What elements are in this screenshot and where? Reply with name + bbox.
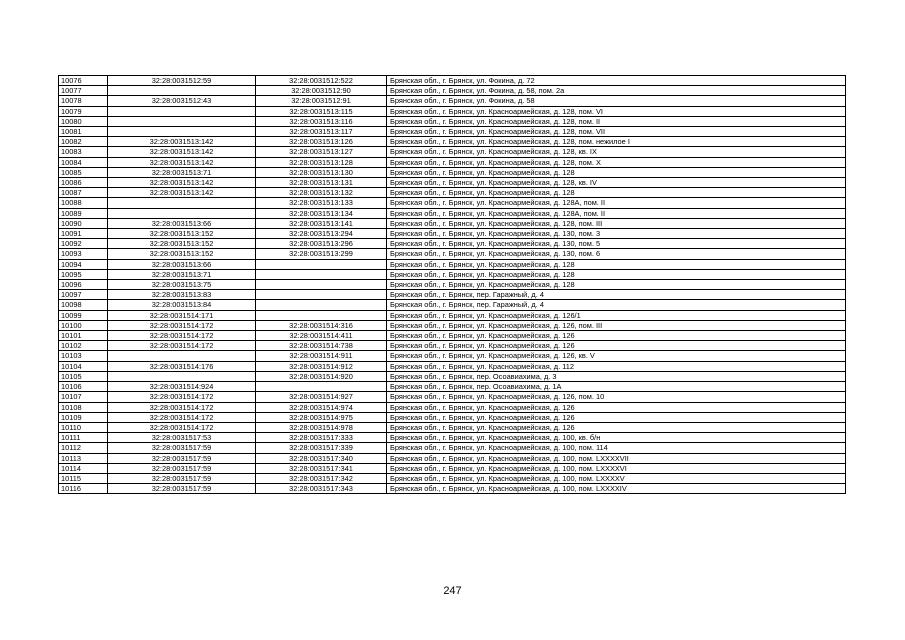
parent-cadastral-number-cell [108,198,256,208]
cadastral-number-cell: 32:28:0031514:974 [256,402,387,412]
table-row [59,137,846,147]
parent-cadastral-number-cell: 32:28:0031513:75 [108,280,256,290]
cadastral-number-cell: 32:28:0031513:131 [256,178,387,188]
table-row [59,229,846,239]
table-row [59,310,846,320]
page-number: 247 [443,585,462,597]
address-cell: Брянская обл., г. Брянск, ул. Красноармейская, д. 126, пом. III [387,320,846,330]
table-row [59,86,846,96]
table-row [59,127,846,137]
cadastral-number-cell: 32:28:0031513:128 [256,157,387,167]
address-cell: Брянская обл., г. Брянск, ул. Красноармейская, д. 128, кв. IX [387,147,846,157]
table-row [59,412,846,422]
parent-cadastral-number-cell: 32:28:0031513:152 [108,239,256,249]
address-cell: Брянская обл., г. Брянск, ул. Красноармейская, д. 126 [387,422,846,432]
table-row [59,300,846,310]
row-number-cell: 10114 [59,463,108,473]
row-number-cell: 10093 [59,249,108,259]
table-row [59,167,846,177]
cadastral-number-cell: 32:28:0031513:117 [256,127,387,137]
table-row [59,259,846,269]
address-cell: Брянская обл., г. Брянск, ул. Красноармейская, д. 128 [387,188,846,198]
row-number-cell: 10106 [59,382,108,392]
row-number-cell: 10096 [59,280,108,290]
row-number-cell: 10115 [59,473,108,483]
table-row [59,361,846,371]
cadastral-number-cell: 32:28:0031513:127 [256,147,387,157]
address-cell: Брянская обл., г. Брянск, ул. Красноармейская, д. 100, пом. LXXXXIV [387,484,846,494]
table-row [59,371,846,381]
row-number-cell: 10081 [59,127,108,137]
table-row [59,147,846,157]
cadastral-number-cell: 32:28:0031513:134 [256,208,387,218]
parent-cadastral-number-cell: 32:28:0031514:172 [108,412,256,422]
address-cell: Брянская обл., г. Брянск, ул. Красноармейская, д. 100, пом. LXXXXVII [387,453,846,463]
table-row [59,320,846,330]
row-number-cell: 10087 [59,188,108,198]
cadastral-number-cell: 32:28:0031517:341 [256,463,387,473]
row-number-cell: 10092 [59,239,108,249]
table-row [59,269,846,279]
address-cell: Брянская обл., г. Брянск, ул. Красноармейская, д. 130, пом. 5 [387,239,846,249]
cadastral-number-cell: 32:28:0031517:333 [256,433,387,443]
table-row [59,76,846,86]
cadastral-number-cell: 32:28:0031514:920 [256,371,387,381]
row-number-cell: 10101 [59,331,108,341]
table-row [59,341,846,351]
registry-table-body [59,76,846,494]
row-number-cell: 10097 [59,290,108,300]
parent-cadastral-number-cell: 32:28:0031513:152 [108,249,256,259]
parent-cadastral-number-cell: 32:28:0031513:142 [108,137,256,147]
cadastral-number-cell: 32:28:0031517:339 [256,443,387,453]
table-row [59,178,846,188]
cadastral-number-cell: 32:28:0031513:294 [256,229,387,239]
address-cell: Брянская обл., г. Брянск, ул. Красноармейская, д. 128, пом. X [387,157,846,167]
row-number-cell: 10089 [59,208,108,218]
cadastral-number-cell: 32:28:0031514:927 [256,392,387,402]
row-number-cell: 10116 [59,484,108,494]
table-row [59,402,846,412]
cadastral-number-cell [256,382,387,392]
row-number-cell: 10083 [59,147,108,157]
cadastral-number-cell [256,259,387,269]
parent-cadastral-number-cell: 32:28:0031517:59 [108,453,256,463]
row-number-cell: 10086 [59,178,108,188]
address-cell: Брянская обл., г. Брянск, ул. Красноармейская, д. 128, кв. IV [387,178,846,188]
cadastral-number-cell: 32:28:0031512:522 [256,76,387,86]
table-row [59,116,846,126]
parent-cadastral-number-cell: 32:28:0031514:924 [108,382,256,392]
cadastral-number-cell: 32:28:0031514:978 [256,422,387,432]
parent-cadastral-number-cell: 32:28:0031517:59 [108,463,256,473]
row-number-cell: 10103 [59,351,108,361]
parent-cadastral-number-cell: 32:28:0031514:172 [108,320,256,330]
address-cell: Брянская обл., г. Брянск, ул. Фокина, д. 58 [387,96,846,106]
cadastral-number-cell: 32:28:0031512:90 [256,86,387,96]
address-cell: Брянская обл., г. Брянск, ул. Красноармейская, д. 128А, пом. II [387,198,846,208]
table-row [59,239,846,249]
address-cell: Брянская обл., г. Брянск, ул. Красноармейская, д. 128 [387,280,846,290]
table-row [59,198,846,208]
parent-cadastral-number-cell [108,208,256,218]
parent-cadastral-number-cell: 32:28:0031517:59 [108,443,256,453]
address-cell: Брянская обл., г. Брянск, ул. Красноармейская, д. 126 [387,402,846,412]
address-cell: Брянская обл., г. Брянск, ул. Красноармейская, д. 128, пом. VI [387,106,846,116]
address-cell: Брянская обл., г. Брянск, ул. Красноармейская, д. 130, пом. 3 [387,229,846,239]
row-number-cell: 10085 [59,167,108,177]
cadastral-number-cell: 32:28:0031514:738 [256,341,387,351]
parent-cadastral-number-cell [108,116,256,126]
parent-cadastral-number-cell: 32:28:0031514:172 [108,402,256,412]
address-cell: Брянская обл., г. Брянск, ул. Красноармейская, д. 126, пом. 10 [387,392,846,402]
cadastral-number-cell: 32:28:0031514:911 [256,351,387,361]
row-number-cell: 10113 [59,453,108,463]
parent-cadastral-number-cell: 32:28:0031517:59 [108,484,256,494]
parent-cadastral-number-cell: 32:28:0031514:176 [108,361,256,371]
table-row [59,443,846,453]
parent-cadastral-number-cell: 32:28:0031517:53 [108,433,256,443]
cadastral-number-cell: 32:28:0031513:130 [256,167,387,177]
table-row [59,249,846,259]
parent-cadastral-number-cell: 32:28:0031513:152 [108,229,256,239]
cadastral-number-cell: 32:28:0031513:115 [256,106,387,116]
address-cell: Брянская обл., г. Брянск, ул. Красноармейская, д. 128 [387,259,846,269]
parent-cadastral-number-cell: 32:28:0031513:142 [108,147,256,157]
address-cell: Брянская обл., г. Брянск, ул. Красноармейская, д. 100, пом. 114 [387,443,846,453]
cadastral-number-cell: 32:28:0031513:116 [256,116,387,126]
parent-cadastral-number-cell: 32:28:0031512:59 [108,76,256,86]
parent-cadastral-number-cell: 32:28:0031513:84 [108,300,256,310]
cadastral-number-cell [256,300,387,310]
address-cell: Брянская обл., г. Брянск, ул. Красноармейская, д. 130, пом. 6 [387,249,846,259]
address-cell: Брянская обл., г. Брянск, ул. Красноармейская, д. 126, кв. V [387,351,846,361]
address-cell: Брянская обл., г. Брянск, ул. Красноармейская, д. 128, пом. нежилое I [387,137,846,147]
cadastral-number-cell: 32:28:0031513:141 [256,218,387,228]
parent-cadastral-number-cell: 32:28:0031517:59 [108,473,256,483]
row-number-cell: 10110 [59,422,108,432]
parent-cadastral-number-cell: 32:28:0031512:43 [108,96,256,106]
table-row [59,96,846,106]
parent-cadastral-number-cell: 32:28:0031514:172 [108,341,256,351]
parent-cadastral-number-cell [108,351,256,361]
address-cell: Брянская обл., г. Брянск, ул. Красноармейская, д. 128, пом. VII [387,127,846,137]
table-row [59,392,846,402]
row-number-cell: 10109 [59,412,108,422]
table-row [59,331,846,341]
address-cell: Брянская обл., г. Брянск, пер. Осоавиахима, д. 3 [387,371,846,381]
table-row [59,218,846,228]
row-number-cell: 10095 [59,269,108,279]
cadastral-number-cell [256,310,387,320]
address-cell: Брянская обл., г. Брянск, ул. Красноармейская, д. 126/1 [387,310,846,320]
address-cell: Брянская обл., г. Брянск, ул. Красноармейская, д. 126 [387,331,846,341]
cadastral-number-cell: 32:28:0031517:340 [256,453,387,463]
cadastral-number-cell [256,280,387,290]
cadastral-number-cell [256,269,387,279]
parent-cadastral-number-cell: 32:28:0031513:66 [108,259,256,269]
row-number-cell: 10088 [59,198,108,208]
cadastral-number-cell: 32:28:0031514:975 [256,412,387,422]
table-row [59,290,846,300]
row-number-cell: 10091 [59,229,108,239]
parent-cadastral-number-cell [108,86,256,96]
registry-table [58,75,846,494]
row-number-cell: 10107 [59,392,108,402]
row-number-cell: 10084 [59,157,108,167]
address-cell: Брянская обл., г. Брянск, ул. Красноармейская, д. 128 [387,167,846,177]
table-row [59,351,846,361]
address-cell: Брянская обл., г. Брянск, пер. Гаражный, д. 4 [387,290,846,300]
table-row [59,157,846,167]
address-cell: Брянская обл., г. Брянск, ул. Красноармейская, д. 126 [387,341,846,351]
parent-cadastral-number-cell: 32:28:0031513:142 [108,188,256,198]
row-number-cell: 10105 [59,371,108,381]
row-number-cell: 10076 [59,76,108,86]
parent-cadastral-number-cell: 32:28:0031513:66 [108,218,256,228]
parent-cadastral-number-cell: 32:28:0031514:172 [108,422,256,432]
row-number-cell: 10104 [59,361,108,371]
table-row [59,280,846,290]
parent-cadastral-number-cell [108,106,256,116]
cadastral-number-cell: 32:28:0031513:296 [256,239,387,249]
parent-cadastral-number-cell: 32:28:0031513:71 [108,167,256,177]
row-number-cell: 10112 [59,443,108,453]
address-cell: Брянская обл., г. Брянск, ул. Красноармейская, д. 128 [387,269,846,279]
row-number-cell: 10079 [59,106,108,116]
row-number-cell: 10100 [59,320,108,330]
address-cell: Брянская обл., г. Брянск, ул. Фокина, д. 58, пом. 2а [387,86,846,96]
parent-cadastral-number-cell: 32:28:0031514:172 [108,331,256,341]
row-number-cell: 10108 [59,402,108,412]
row-number-cell: 10077 [59,86,108,96]
address-cell: Брянская обл., г. Брянск, пер. Осоавиахима, д. 1А [387,382,846,392]
address-cell: Брянская обл., г. Брянск, ул. Красноармейская, д. 112 [387,361,846,371]
table-row [59,422,846,432]
address-cell: Брянская обл., г. Брянск, ул. Красноармейская, д. 100, пом. LXXXXV [387,473,846,483]
cadastral-number-cell [256,290,387,300]
address-cell: Брянская обл., г. Брянск, ул. Красноармейская, д. 128А, пом. II [387,208,846,218]
cadastral-number-cell: 32:28:0031512:91 [256,96,387,106]
parent-cadastral-number-cell: 32:28:0031514:171 [108,310,256,320]
row-number-cell: 10080 [59,116,108,126]
address-cell: Брянская обл., г. Брянск, ул. Красноармейская, д. 126 [387,412,846,422]
table-row [59,433,846,443]
parent-cadastral-number-cell: 32:28:0031513:142 [108,157,256,167]
table-row [59,188,846,198]
address-cell: Брянская обл., г. Брянск, ул. Красноармейская, д. 128, пом. III [387,218,846,228]
parent-cadastral-number-cell [108,371,256,381]
row-number-cell: 10082 [59,137,108,147]
table-row [59,106,846,116]
table-row [59,208,846,218]
cadastral-number-cell: 32:28:0031513:132 [256,188,387,198]
address-cell: Брянская обл., г. Брянск, ул. Красноармейская, д. 100, пом. LXXXXVI [387,463,846,473]
table-row [59,463,846,473]
cadastral-number-cell: 32:28:0031517:342 [256,473,387,483]
table-row [59,473,846,483]
table-row [59,453,846,463]
cadastral-number-cell: 32:28:0031513:126 [256,137,387,147]
parent-cadastral-number-cell: 32:28:0031513:142 [108,178,256,188]
address-cell: Брянская обл., г. Брянск, пер. Гаражный, д. 4 [387,300,846,310]
cadastral-number-cell: 32:28:0031514:912 [256,361,387,371]
row-number-cell: 10090 [59,218,108,228]
address-cell: Брянская обл., г. Брянск, ул. Красноармейская, д. 128, пом. II [387,116,846,126]
row-number-cell: 10094 [59,259,108,269]
cadastral-number-cell: 32:28:0031513:133 [256,198,387,208]
parent-cadastral-number-cell: 32:28:0031514:172 [108,392,256,402]
row-number-cell: 10078 [59,96,108,106]
address-cell: Брянская обл., г. Брянск, ул. Красноармейская, д. 100, кв. б/н [387,433,846,443]
parent-cadastral-number-cell: 32:28:0031513:71 [108,269,256,279]
cadastral-number-cell: 32:28:0031513:299 [256,249,387,259]
cadastral-number-cell: 32:28:0031514:411 [256,331,387,341]
row-number-cell: 10102 [59,341,108,351]
parent-cadastral-number-cell [108,127,256,137]
row-number-cell: 10098 [59,300,108,310]
cadastral-number-cell: 32:28:0031514:316 [256,320,387,330]
cadastral-number-cell: 32:28:0031517:343 [256,484,387,494]
address-cell: Брянская обл., г. Брянск, ул. Фокина, д. 72 [387,76,846,86]
table-row [59,382,846,392]
row-number-cell: 10099 [59,310,108,320]
row-number-cell: 10111 [59,433,108,443]
parent-cadastral-number-cell: 32:28:0031513:83 [108,290,256,300]
table-row [59,484,846,494]
